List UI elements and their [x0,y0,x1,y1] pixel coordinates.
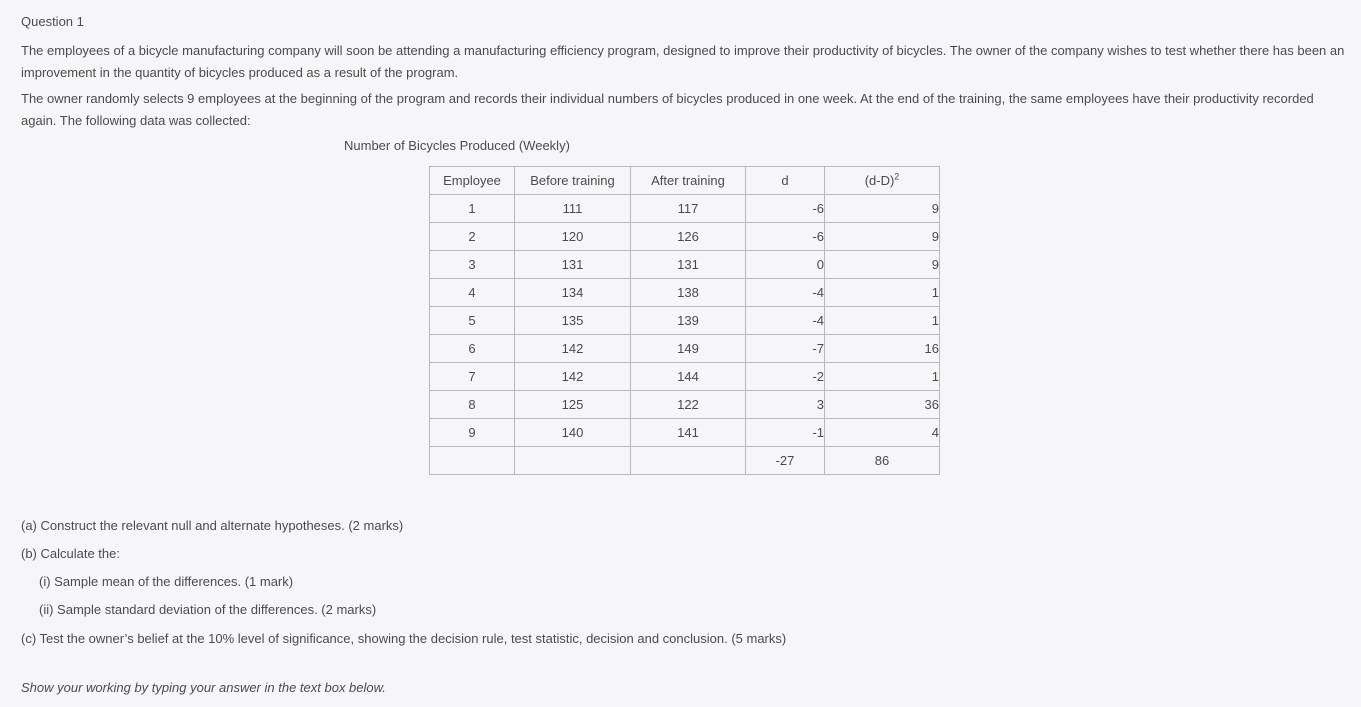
cell-empty [515,447,631,475]
cell-before: 120 [515,223,631,251]
cell-dd: 1 [825,363,940,391]
cell-employee: 3 [430,251,515,279]
total-dd: 86 [825,447,940,475]
table-row [430,195,940,223]
part-b-i: (i) Sample mean of the differences. (1 mark) [39,574,294,589]
cell-empty [631,447,746,475]
table-row [430,307,940,335]
cell-dd: 9 [825,223,940,251]
table-caption: Number of Bicycles Produced (Weekly) [344,138,570,153]
cell-employee: 9 [430,419,515,447]
cell-empty [430,447,515,475]
cell-after: 144 [631,363,746,391]
cell-dd: 1 [825,307,940,335]
cell-dd: 9 [825,251,940,279]
header-after-training: After training [631,167,746,195]
header-dd-base: (d-D) [864,173,895,188]
table-row [430,335,940,363]
cell-d: 3 [746,391,825,419]
cell-after: 149 [631,335,746,363]
total-d: -27 [746,447,825,475]
cell-d: -7 [746,335,825,363]
cell-after: 141 [631,419,746,447]
part-c: (c) Test the owner’s belief at the 10% level of significance, showing the decision rule, test statistic, decision and conclusion. (5 marks) [21,631,787,646]
cell-after: 131 [631,251,746,279]
cell-before: 111 [515,195,631,223]
part-b: (b) Calculate the: [21,546,120,561]
cell-d: -6 [746,223,825,251]
part-b-ii: (ii) Sample standard deviation of the differences. (2 marks) [39,602,377,617]
header-d: d [746,167,825,195]
table-row [430,223,940,251]
cell-after: 117 [631,195,746,223]
cell-dd: 16 [825,335,940,363]
cell-employee: 7 [430,363,515,391]
table-row [430,251,940,279]
cell-employee: 5 [430,307,515,335]
header-d-minus-mean-squared [825,167,940,195]
cell-before: 140 [515,419,631,447]
cell-after: 126 [631,223,746,251]
header-before-training: Before training [515,167,631,195]
answer-instruction: Show your working by typing your answer in the text box below. [21,680,386,695]
question-intro-paragraph: The employees of a bicycle manufacturing company will soon be attending a manufacturing efficiency program, designed to improve their productivity of bicycles. The owner of the company wishes to test whether there has been an improvement in the quantity of bicycles produced as a result of the program. [21,43,1345,80]
cell-dd: 1 [825,279,940,307]
cell-before: 142 [515,335,631,363]
cell-d: -4 [746,279,825,307]
cell-employee: 4 [430,279,515,307]
table-header-row [430,167,940,195]
cell-employee: 1 [430,195,515,223]
cell-after: 122 [631,391,746,419]
cell-dd: 36 [825,391,940,419]
question-title: Question 1 [21,14,84,29]
cell-before: 131 [515,251,631,279]
cell-dd: 9 [825,195,940,223]
header-dd-superscript: 2 [894,171,900,182]
cell-employee: 2 [430,223,515,251]
cell-before: 134 [515,279,631,307]
cell-dd: 4 [825,419,940,447]
table-totals-row [430,447,940,475]
table-row [430,279,940,307]
cell-d: -1 [746,419,825,447]
cell-d: -6 [746,195,825,223]
header-employee: Employee [430,167,515,195]
bicycle-data-table [429,166,940,475]
table-row [430,391,940,419]
cell-d: 0 [746,251,825,279]
cell-after: 139 [631,307,746,335]
cell-employee: 6 [430,335,515,363]
cell-d: -4 [746,307,825,335]
cell-before: 142 [515,363,631,391]
cell-before: 135 [515,307,631,335]
cell-employee: 8 [430,391,515,419]
table-row [430,363,940,391]
cell-before: 125 [515,391,631,419]
cell-after: 138 [631,279,746,307]
part-a: (a) Construct the relevant null and alternate hypotheses. (2 marks) [21,518,404,533]
table-row [430,419,940,447]
cell-d: -2 [746,363,825,391]
question-data-paragraph: The owner randomly selects 9 employees at the beginning of the program and records their individual numbers of bicycles produced in one week. At the end of the training, the same employees have their productivity recorded again. The following data was collected: [21,91,1314,128]
